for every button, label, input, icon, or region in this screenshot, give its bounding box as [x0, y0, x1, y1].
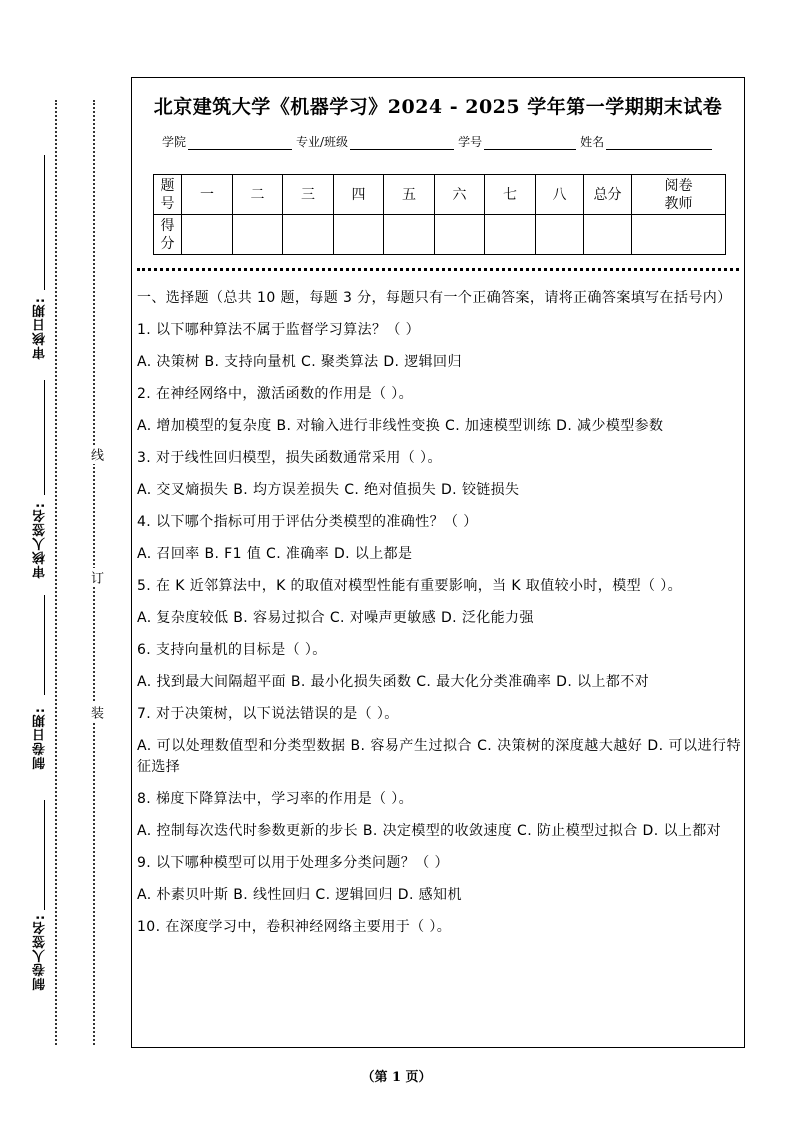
binding-mark-line: 线 — [86, 445, 105, 464]
major-class-label: 专业/班级 — [296, 135, 349, 149]
score-cell-total[interactable] — [584, 215, 632, 255]
score-cell[interactable] — [334, 215, 384, 255]
question-text: 4. 以下哪个指标可用于评估分类模型的准确性？（ ） — [137, 514, 478, 530]
header-cell-question-no: 题号 — [154, 175, 182, 215]
signature-line — [44, 380, 45, 495]
binding-dotted-line-outer — [55, 100, 57, 1045]
exam-frame — [131, 77, 745, 1048]
header-cell: 二 — [233, 175, 283, 215]
score-cell[interactable] — [485, 215, 536, 255]
page-number: （第 1 页） — [361, 1070, 432, 1085]
binding-mark-bind: 装 — [86, 703, 105, 722]
score-table — [153, 174, 726, 255]
student-id-field[interactable] — [484, 137, 576, 150]
question-text: 7. 对于决策树，以下说法错误的是（ ）。 — [137, 706, 399, 722]
score-cell[interactable] — [233, 215, 283, 255]
header-cell: 一 — [182, 175, 233, 215]
major-class-field[interactable] — [350, 137, 454, 150]
score-cell[interactable] — [283, 215, 334, 255]
header-cell: 六 — [435, 175, 485, 215]
score-cell[interactable] — [536, 215, 584, 255]
question-section — [137, 288, 741, 949]
signature-line — [44, 595, 45, 695]
header-cell-grader: 阅卷教师 — [632, 175, 726, 215]
score-table-score-row — [154, 215, 726, 255]
question-options: A. 召回率 B. F1 值 C. 准确率 D. 以上都是 — [137, 546, 413, 562]
name-field[interactable] — [606, 137, 712, 150]
question-options: A. 控制每次迭代时参数更新的步长 B. 决定模型的收敛速度 C. 防止模型过拟合 D. 以上都对 — [137, 823, 722, 839]
header-cell-total: 总分 — [584, 175, 632, 215]
question-text: 10. 在深度学习中，卷积神经网络主要用于（ ）。 — [137, 919, 452, 935]
binding-mark-staple: 订 — [86, 568, 105, 587]
score-cell[interactable] — [435, 215, 485, 255]
header-cell: 五 — [384, 175, 435, 215]
question-options: A. 复杂度较低 B. 容易过拟合 C. 对噪声更敏感 D. 泛化能力强 — [137, 610, 534, 626]
signature-line — [44, 155, 45, 290]
question-text: 3. 对于线性回归模型，损失函数通常采用（ ）。 — [137, 450, 442, 466]
question-options: A. 决策树 B. 支持向量机 C. 聚类算法 D. 逻辑回归 — [137, 354, 462, 370]
question-text: 6. 支持向量机的目标是（ ）。 — [137, 642, 327, 658]
question-text: 5. 在 K 近邻算法中，K 的取值对模型性能有重要影响，当 K 取值较小时，模型（ ）。 — [137, 578, 683, 594]
score-cell[interactable] — [384, 215, 435, 255]
question-text: 2. 在神经网络中，激活函数的作用是（ ）。 — [137, 386, 414, 402]
score-table-header-row — [154, 175, 726, 215]
binding-margin — [0, 0, 128, 1122]
header-cell: 三 — [283, 175, 334, 215]
student-id-label: 学号 — [458, 135, 483, 149]
paper-date-label: 制卷日期: — [33, 707, 48, 770]
paper-maker-signature-label: 制卷人签名: — [33, 914, 48, 991]
question-options: A. 增加模型的复杂度 B. 对输入进行非线性变换 C. 加速模型训练 D. 减少模型参数 — [137, 418, 664, 434]
exam-title: 北京建筑大学《机器学习》2024 - 2025 学年第一学期期末试卷 — [153, 96, 723, 118]
question-options: A. 可以处理数值型和分类型数据 B. 容易产生过拟合 C. 决策树的深度越大越好 D. 可以进行特征选择 — [137, 738, 741, 775]
score-cell-grader[interactable] — [632, 215, 726, 255]
signature-line — [44, 800, 45, 910]
college-label: 学院 — [162, 135, 187, 149]
section-separator — [137, 268, 739, 271]
header-cell: 七 — [485, 175, 536, 215]
question-options: A. 找到最大间隔超平面 B. 最小化损失函数 C. 最大化分类准确率 D. 以上都不对 — [137, 674, 650, 690]
name-label: 姓名 — [580, 135, 605, 149]
review-date-label: 审核日期: — [33, 297, 48, 360]
college-field[interactable] — [188, 137, 292, 150]
score-cell[interactable] — [182, 215, 233, 255]
header-cell: 八 — [536, 175, 584, 215]
question-text: 9. 以下哪种模型可以用于处理多分类问题？（ ） — [137, 855, 449, 871]
score-row-head: 得分 — [154, 215, 182, 255]
question-text: 1. 以下哪种算法不属于监督学习算法？（ ） — [137, 322, 421, 338]
reviewer-signature-label: 审核人签名: — [33, 502, 48, 579]
header-cell: 四 — [334, 175, 384, 215]
section-heading: 一、选择题（总共 10 题，每题 3 分，每题只有一个正确答案，请将正确答案填写在括号内） — [137, 290, 732, 306]
question-options: A. 交叉熵损失 B. 均方误差损失 C. 绝对值损失 D. 铰链损失 — [137, 482, 520, 498]
question-options: A. 朴素贝叶斯 B. 线性回归 C. 逻辑回归 D. 感知机 — [137, 887, 462, 903]
student-info-row — [162, 133, 716, 150]
question-text: 8. 梯度下降算法中，学习率的作用是（ ）。 — [137, 791, 414, 807]
